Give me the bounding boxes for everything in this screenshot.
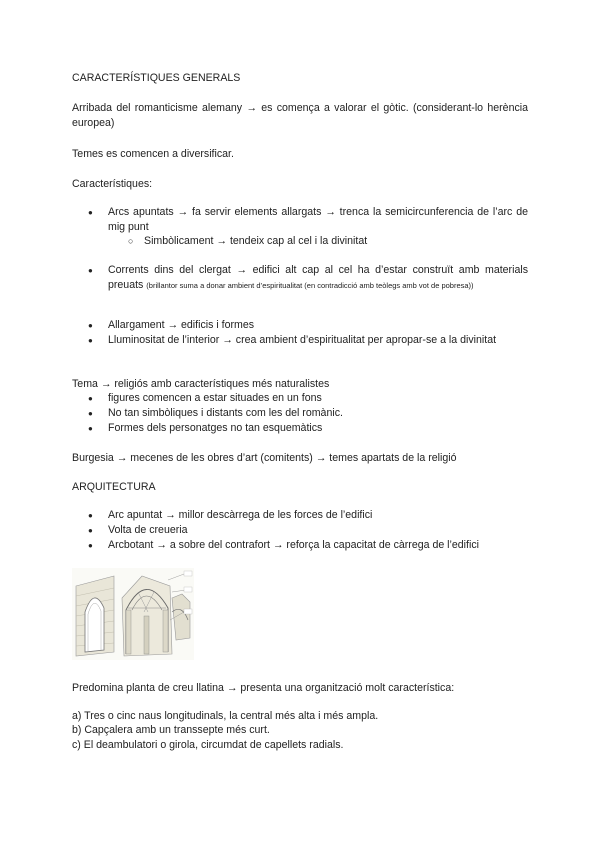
list-item-luminosity: ● Lluminositat de l’interior → crea ambient d’espiritualitat per apropar-se a la divinitat: [108, 333, 528, 348]
paragraph-tema: Tema → religiós amb característiques més naturalistes: [72, 378, 330, 390]
paragraph-themes: Temes es comencen a diversificar.: [72, 148, 234, 160]
gothic-architecture-illustration: [72, 568, 194, 660]
plan-item-naves: a) Tres o cinc naus longitudinals, la central més alta i més ampla.: [72, 710, 379, 722]
list-item-clergy: [108, 263, 528, 293]
list-item-flying-buttress: ● Arcbotant → a sobre del contrafort → reforça la capacitat de càrrega de l’edifici: [108, 538, 528, 553]
plan-item-head: b) Capçalera amb un transsepte més curt.: [72, 724, 270, 736]
clergy-text: Corrents dins del clergat → edifici alt cap al cel ha d’estar construït amb materials preuats: [108, 264, 528, 291]
list-item-pointed-arches: ● Arcs apuntats → fa servir elements allargats → trenca la semicircunferencia de l’arc de mig punt: [108, 205, 528, 235]
sublist-item-symbolic: ○ Simbòlicament → tendeix cap al cel i la divinitat: [144, 234, 528, 249]
list-item-elongation: ● Allargament → edificis i formes: [108, 318, 528, 333]
paragraph-latin-cross: Predomina planta de creu llatina → presenta una organització molt característica:: [72, 682, 455, 694]
list-item-rib-vault: ● Volta de creueria: [108, 523, 528, 538]
heading-general: CARACTERÍSTIQUES GENERALS: [72, 72, 241, 84]
paragraph-characteristics: Característiques:: [72, 178, 153, 190]
list-item-forms: ● Formes dels personatges no tan esquemàtics: [108, 421, 528, 436]
paragraph-romanticism: Arribada del romanticisme alemany → es comença a valorar el gòtic. (considerant-lo herència europea): [72, 102, 528, 129]
list-item-pointed-arch: ● Arc apuntat → millor descàrrega de les forces de l’edifici: [108, 508, 528, 523]
plan-item-ambulatory: c) El deambulatori o girola, circumdat de capellets radials.: [72, 739, 344, 751]
heading-architecture: ARQUITECTURA: [72, 481, 156, 493]
list-item-symbolic-figures: ● No tan simbòliques i distants com les del romànic.: [108, 406, 528, 421]
list-item-figures: ● figures comencen a estar situades en un fons: [108, 391, 528, 406]
clergy-note: (brillantor suma a donar ambient d’espiritualitat (en contradicció amb teòlegs amb vot de pobresa)): [146, 281, 474, 290]
paragraph-burgesia: Burgesia → mecenes de les obres d’art (comitents) → temes apartats de la religió: [72, 452, 457, 464]
